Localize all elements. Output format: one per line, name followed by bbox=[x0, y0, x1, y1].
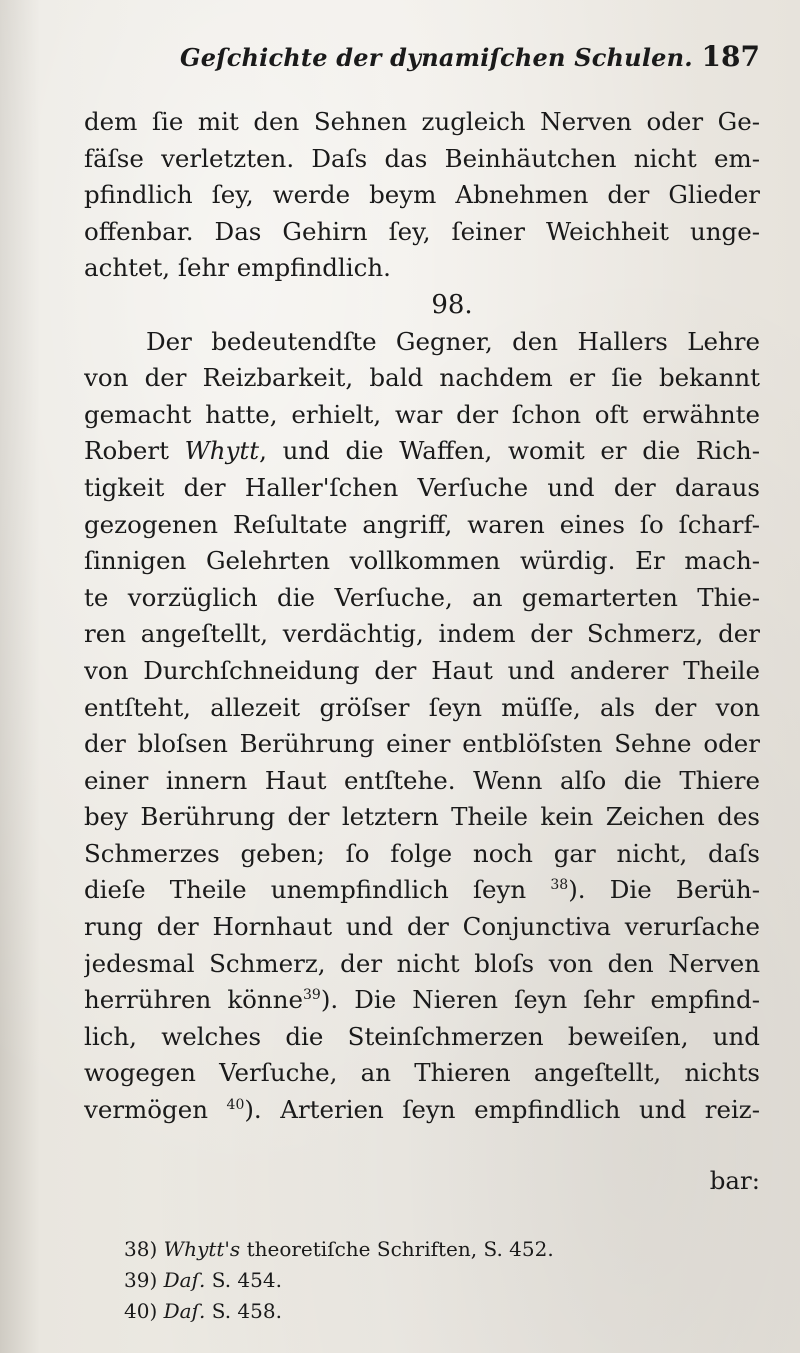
section-number: 98. bbox=[431, 289, 473, 320]
text-line: gemacht hatte, erhielt, war der ſchon oft erwähnte bbox=[84, 399, 760, 429]
text-line: achtet, ſehr empfindlich. bbox=[84, 253, 391, 283]
footnote-source: Daſ. bbox=[163, 1299, 206, 1323]
footnote-item bbox=[124, 1234, 554, 1265]
footnotes bbox=[124, 1234, 554, 1327]
text-fragment: . Die Nieren ſeyn ſehr empfind- bbox=[330, 985, 760, 1015]
footnote-ref: 40 bbox=[226, 1096, 245, 1113]
text-line bbox=[84, 433, 760, 470]
text-line: Der bedeutendſte Gegner, den Hallers Lehre bbox=[146, 326, 760, 356]
footnote-ref: 38 bbox=[550, 877, 569, 894]
text-line: einer innern Haut entſtehe. Wenn alſo die Thiere bbox=[84, 765, 760, 795]
text-fragment: herrühren könne bbox=[84, 985, 303, 1015]
text-line: der bloſsen Berührung einer entblöſsten Sehne oder bbox=[84, 729, 760, 759]
text-line: lich, welches die Steinſchmerzen beweiſen, und bbox=[84, 1021, 760, 1051]
text-line: entſteht, allezeit gröſser ſeyn müſſe, als der von bbox=[84, 692, 760, 722]
footnote-number: 39) bbox=[124, 1268, 158, 1292]
text-line: gezogenen Reſultate angriff, waren eines ſo ſcharf- bbox=[84, 509, 760, 539]
author-name-italic: Whytt bbox=[184, 436, 260, 466]
text-fragment: . Die Berüh- bbox=[577, 875, 760, 905]
text-line: von Durchſchneidung der Haut und anderer Theile bbox=[84, 655, 760, 685]
text-fragment: vermögen bbox=[84, 1095, 208, 1125]
text-line: tigkeit der Haller'ſchen Verſuche und der daraus bbox=[84, 472, 760, 502]
footnote-item bbox=[124, 1265, 554, 1296]
footnote-item bbox=[124, 1296, 554, 1327]
footnote-number: 38) bbox=[124, 1237, 158, 1261]
body-text bbox=[84, 104, 760, 1129]
text-line: bey Berührung der letztern Theile kein Zeichen des bbox=[84, 802, 760, 832]
text-line: von der Reizbarkeit, bald nachdem er ſie bekannt bbox=[84, 363, 760, 393]
running-title: Geſchichte der dynamiſchen Schulen. bbox=[180, 43, 693, 72]
text-fragment: Robert bbox=[84, 436, 185, 466]
text-line: rung der Hornhaut und der Conjunctiva verurſache bbox=[84, 912, 760, 942]
text-line: ſinnigen Gelehrten vollkommen würdig. Er mach- bbox=[84, 546, 760, 576]
text-line: offenbar. Das Gehirn ſey, ſeiner Weichheit unge- bbox=[84, 216, 760, 246]
footnote-text: S. 454. bbox=[211, 1268, 282, 1292]
text-fragment: dieſe Theile unempfindlich ſeyn bbox=[84, 875, 527, 905]
text-line: fäſse verletzten. Daſs das Beinhäutchen nicht em- bbox=[84, 143, 760, 173]
text-line: te vorzüglich die Verſuche, an gemarterten Thie- bbox=[84, 582, 760, 612]
text-line: wogegen Verſuche, an Thieren angeſtellt, nichts bbox=[84, 1058, 760, 1088]
footnote-source: Whytt's bbox=[163, 1237, 241, 1261]
footnote-number: 40) bbox=[124, 1299, 158, 1323]
text-line: Schmerzes geben; ſo folge noch gar nicht, daſs bbox=[84, 838, 760, 868]
page-header bbox=[180, 40, 760, 80]
text-line: vermögen $^{40}$). Arterien ſeyn empfindlich und reiz- bbox=[84, 1095, 760, 1125]
footnote-source: Daſ. bbox=[163, 1268, 206, 1292]
footnote-text: S. 458. bbox=[211, 1299, 282, 1323]
text-line: dieſe Theile unempfindlich ſeyn $^{38}$). Die Berüh- bbox=[84, 875, 760, 905]
page-number: 187 bbox=[701, 40, 760, 73]
text-line: pfindlich ſey, werde beym Abnehmen der Glieder bbox=[84, 180, 760, 210]
text-line: ren angeſtellt, verdächtig, indem der Schmerz, der bbox=[84, 619, 760, 649]
text-line: jedesmal Schmerz, der nicht bloſs von den Nerven bbox=[84, 948, 760, 978]
footnote-text: theoretiſche Schriften, S. 452. bbox=[246, 1237, 554, 1261]
catchword: bar: bbox=[709, 1166, 760, 1195]
footnote-ref: 39 bbox=[302, 987, 321, 1004]
text-fragment: Arterien ſeyn empfindlich und reiz- bbox=[280, 1095, 760, 1125]
text-fragment: , und die Waffen, womit er die Rich- bbox=[259, 436, 760, 466]
text-line: dem ſie mit den Sehnen zugleich Nerven oder Ge- bbox=[84, 107, 760, 136]
text-line: herrühren könne$^{39}$). Die Nieren ſeyn ſehr empfind- bbox=[84, 985, 760, 1015]
